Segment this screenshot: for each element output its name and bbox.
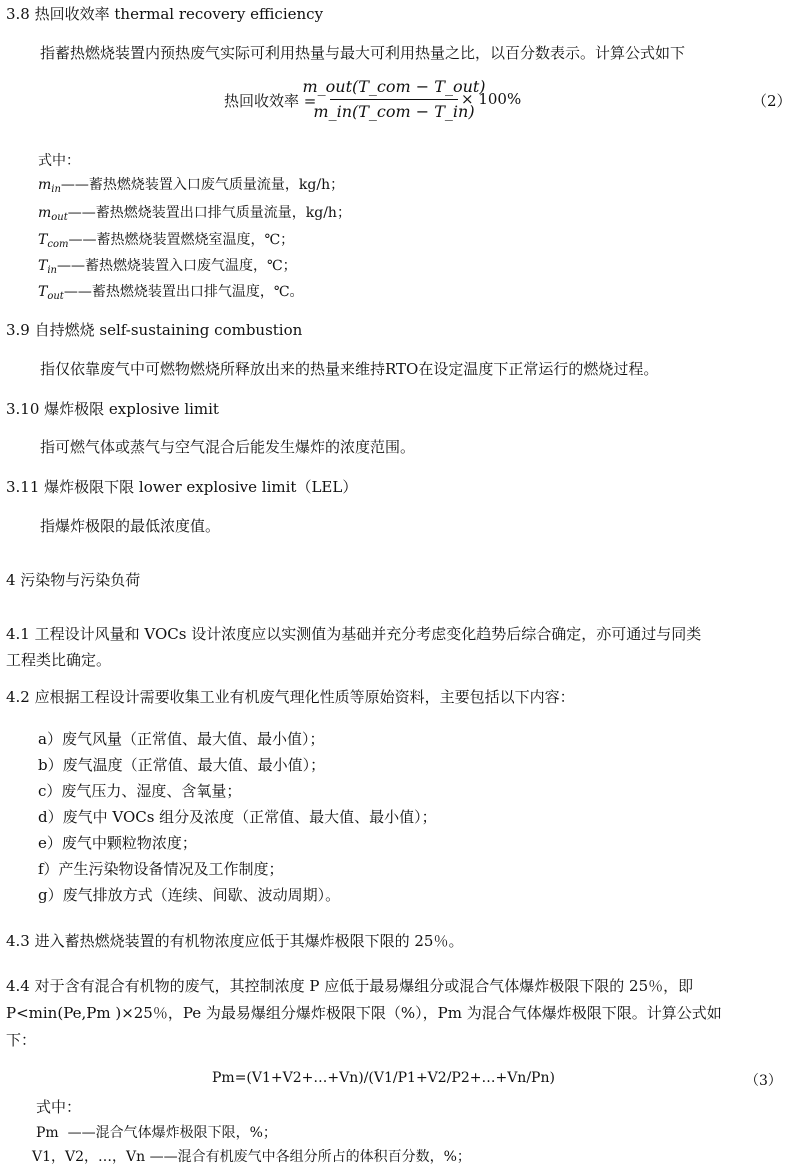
formula-2-lhs: 热回收效率 = <box>224 92 317 110</box>
clause-4-2: 4.2 应根据工程设计需要收集工业有机废气理化性质等原始资料，主要包括以下内容： <box>6 688 575 706</box>
list-item: g）废气排放方式（连续、间歇、波动周期）。 <box>38 886 341 904</box>
formula-2-denominator: m_in(T_com − T_in) <box>313 102 475 121</box>
clause-4-3: 4.3 进入蓄热燃烧装置的有机物浓度应低于其爆炸极限下限的 25％。 <box>6 932 464 950</box>
section-3-9-heading: 3.9 自持燃烧 self-sustaining combustion <box>6 321 303 339</box>
list-item: f）产生污染物设备情况及工作制度； <box>38 860 284 878</box>
def-t-out <box>38 281 304 302</box>
def-text: ——蓄热燃烧装置出口排气质量流量，kg/h； <box>67 205 351 221</box>
def-symbol: m <box>38 177 52 193</box>
section-3-11-heading: 3.11 爆炸极限下限 lower explosive limit（LEL） <box>6 478 358 496</box>
section-3-10-paragraph: 指可燃气体或蒸气与空气混合后能发生爆炸的浓度范围。 <box>40 438 416 456</box>
section-3-9-paragraph: 指仅依靠废气中可燃物燃烧所释放出来的热量来维持RTO在设定温度下正常运行的燃烧过程。 <box>40 360 659 378</box>
clause-4-4-line3: 下： <box>6 1031 37 1049</box>
list-item: d）废气中 VOCs 组分及浓度（正常值、最大值、最小值）； <box>38 808 437 826</box>
def-t-in <box>38 255 297 276</box>
formula-2-multiplier: × 100% <box>461 90 522 108</box>
section-3-10-heading: 3.10 爆炸极限 explosive limit <box>6 400 219 418</box>
section-3-11-paragraph: 指爆炸极限的最低浓度值。 <box>40 517 221 535</box>
def-subscript: out <box>47 291 64 302</box>
clause-4-1-line2: 工程类比确定。 <box>6 651 112 669</box>
section-4-heading: 4 污染物与污染负荷 <box>6 571 141 589</box>
def-text: ——蓄热燃烧装置出口排气温度，℃。 <box>63 284 304 300</box>
def-symbol: Pm <box>36 1125 59 1141</box>
equation-number-2: （2） <box>752 92 792 110</box>
def-v <box>32 1146 471 1166</box>
def-t-com <box>38 229 294 250</box>
def-text: ——混合有机废气中各组分所占的体积百分数，%； <box>149 1149 471 1165</box>
equation-number-3: （3） <box>745 1073 782 1089</box>
formula-3: Pm=(V1+V2+…+Vn)/(V1/P1+V2/P2+…+Vn/Pn) <box>212 1070 555 1086</box>
def-pm <box>36 1122 277 1142</box>
def-subscript: out <box>51 212 68 223</box>
list-item: a）废气风量（正常值、最大值、最小值）； <box>38 730 325 748</box>
section-3-8-paragraph: 指蓄热燃烧装置内预热废气实际可利用热量与最大可利用热量之比，以百分数表示。计算公式如下 <box>40 44 686 62</box>
section-3-8-heading: 3.8 热回收效率 thermal recovery efficiency <box>6 5 324 23</box>
def-subscript: in <box>51 184 61 195</box>
def-symbol: T <box>38 284 48 300</box>
def-m-in <box>38 174 344 195</box>
def-symbol: T <box>38 258 48 274</box>
formula-2-fraction <box>302 76 486 123</box>
clause-4-4-line2: P<min(Pe,Pm )×25％，Pe 为最易爆组分爆炸极限下限（%），Pm 为混合气体爆炸极限下限。计算公式如 <box>6 1004 722 1022</box>
def-text: ——蓄热燃烧装置燃烧室温度，℃； <box>68 232 295 248</box>
fraction-bar <box>330 99 458 100</box>
def-symbol: V1，V2，…，Vn <box>32 1149 146 1165</box>
list-item: e）废气中颗粒物浓度； <box>38 834 197 852</box>
clause-4-4-line1: 4.4 对于含有混合有机物的废气，其控制浓度 P 应低于最易爆组分或混合气体爆炸极限下限的 25％，即 <box>6 977 694 995</box>
list-item: c）废气压力、湿度、含氧量； <box>38 782 242 800</box>
where-label: 式中： <box>38 153 80 169</box>
clause-4-1-line1: 4.1 工程设计风量和 VOCs 设计浓度应以实测值为基础并充分考虑变化趋势后综合确定，亦可通过与同类 <box>6 625 702 643</box>
def-symbol: T <box>38 232 48 248</box>
def-subscript: in <box>47 265 57 276</box>
def-text: ——蓄热燃烧装置入口废气质量流量，kg/h； <box>60 177 345 193</box>
list-item: b）废气温度（正常值、最大值、最小值）； <box>38 756 326 774</box>
def-m-out <box>38 202 351 223</box>
where-label-2: 式中： <box>36 1098 82 1116</box>
def-text: ——混合气体爆炸极限下限，%； <box>67 1125 277 1141</box>
def-subscript: com <box>47 239 69 250</box>
def-symbol: m <box>38 205 52 221</box>
def-text: ——蓄热燃烧装置入口废气温度，℃； <box>56 258 297 274</box>
formula-2-numerator: m_out(T_com − T_out) <box>302 77 486 96</box>
